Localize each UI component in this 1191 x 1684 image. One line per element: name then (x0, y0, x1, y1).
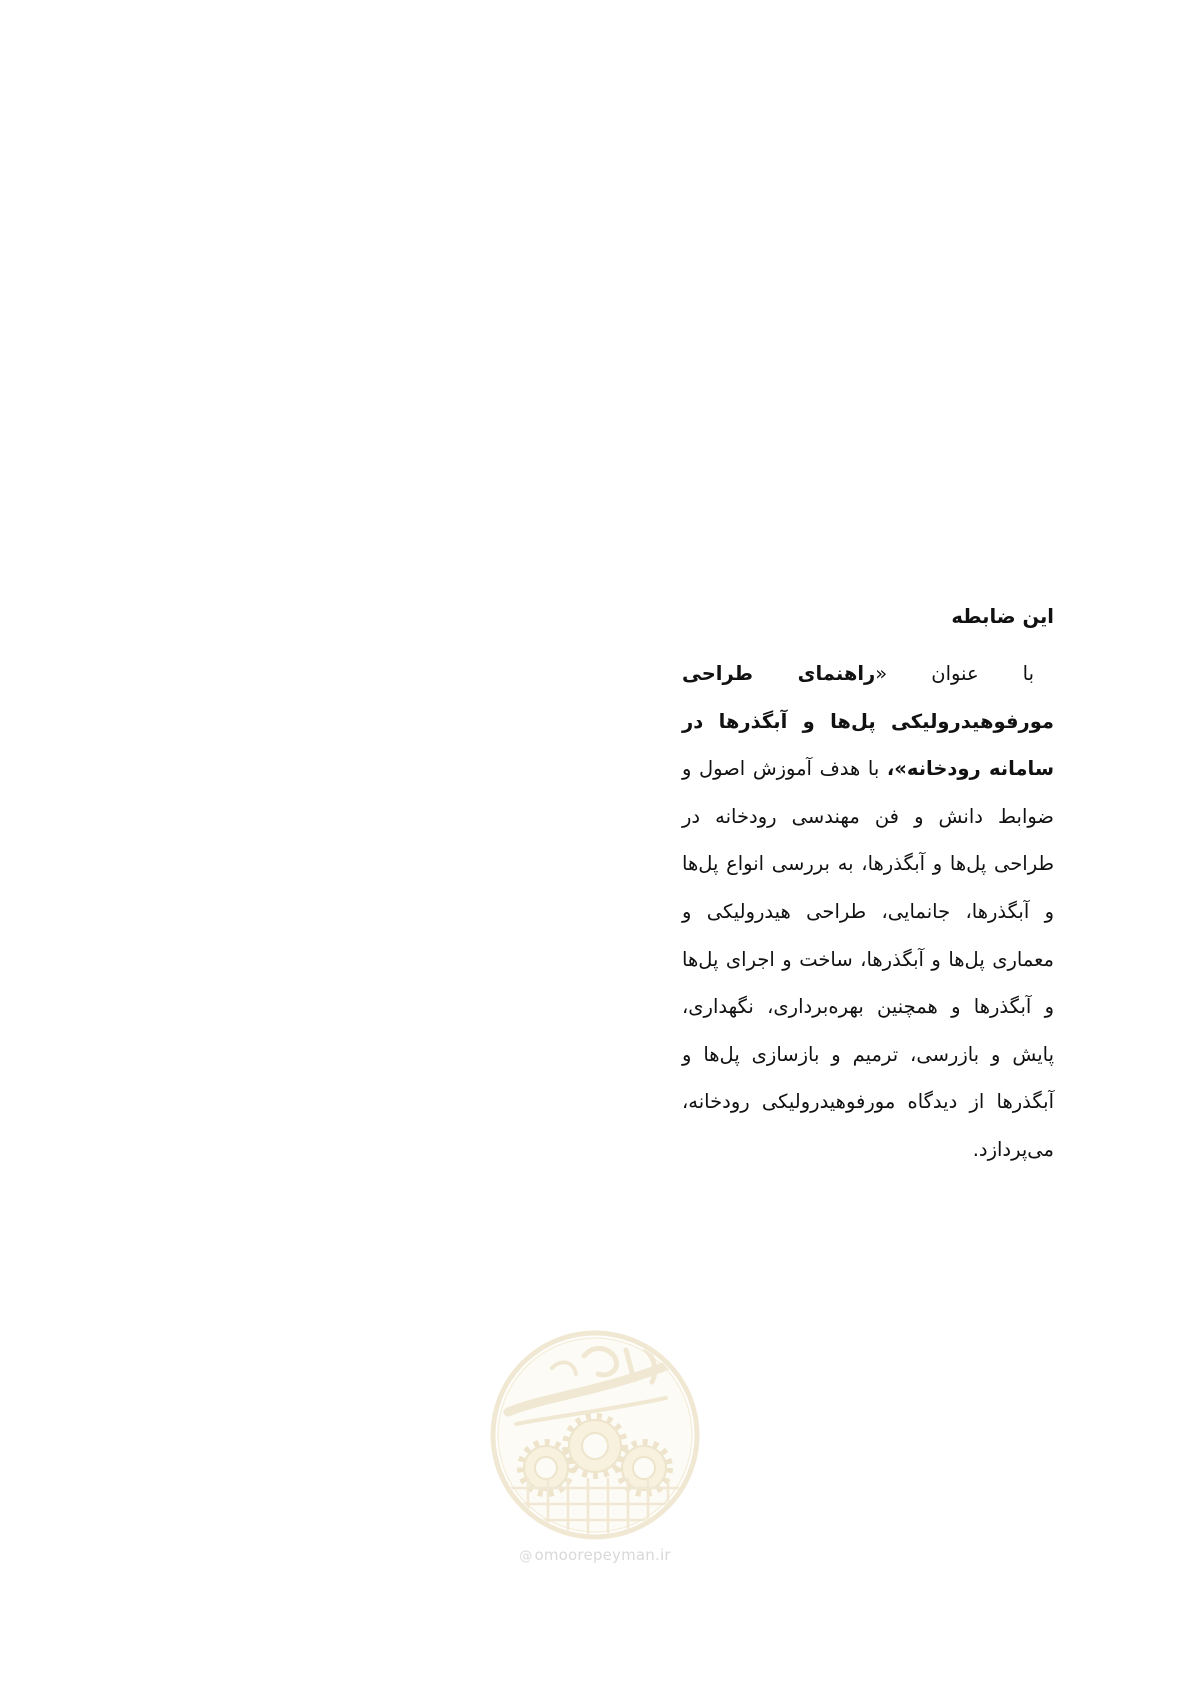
abstract-intro: با عنوان « (875, 662, 1034, 685)
watermark-url (488, 1546, 702, 1564)
abstract-block (682, 596, 1054, 1174)
abstract-title-close: »، (886, 757, 907, 781)
abstract-heading: این ضابطه (951, 605, 1054, 628)
omoore-peyman-logo-icon (488, 1328, 702, 1542)
at-icon: @ (519, 1549, 533, 1564)
abstract-body (682, 650, 1054, 1174)
abstract-description: با هدف آموزش اصول و ضوابط دانش و فن مهندسی رودخانه در طراحی پل‌ها و آبگذرها، به بررسی انواع پل‌ها و آبگذرها، جانمایی، طراحی هیدرولیکی و معماری پل‌ها و آبگذرها، ساخت و اجرای پل‌ها و آبگذرها و همچنین بهره‌برداری، نگهداری، پایش و بازرسی، ترمیم و بازسازی پل‌ها و آبگذرها از دیدگاه مورفوهیدرولیکی رودخانه، می‌پردازد. (682, 757, 1054, 1161)
abstract-guideline-title: راهنمای طراحی مورفوهیدرولیکی پل‌ها و آبگذرها در سامانه رودخانه (682, 662, 1054, 781)
publisher-watermark (488, 1328, 702, 1564)
watermark-url-text: omoorepeyman.ir (534, 1546, 671, 1564)
